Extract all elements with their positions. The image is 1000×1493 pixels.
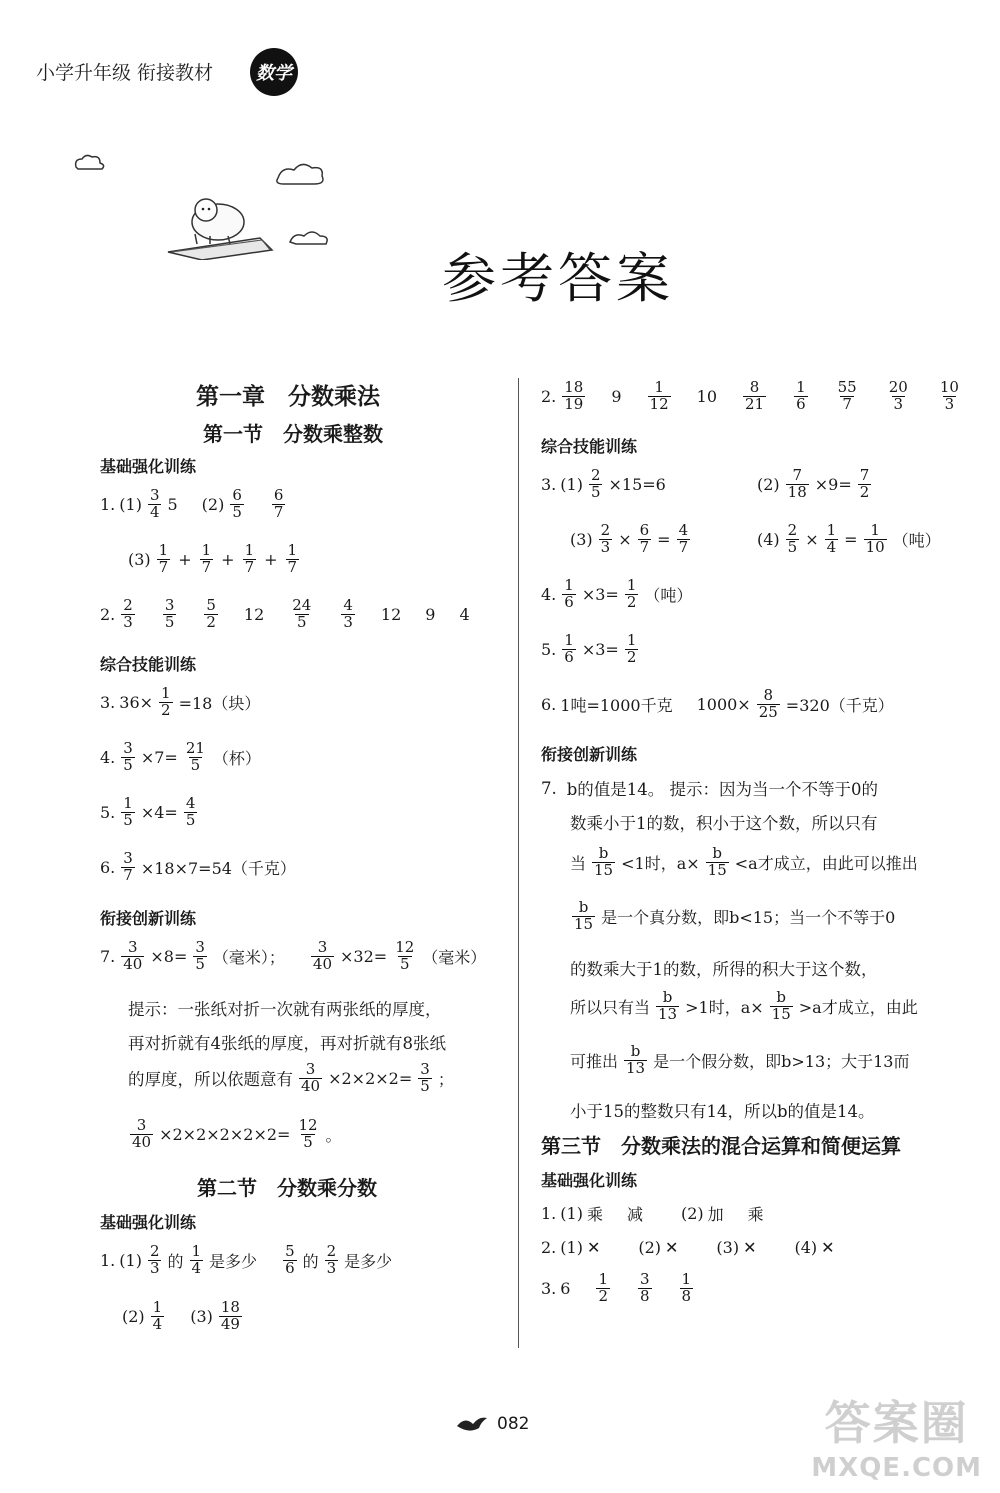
hint-text: 数乘小于1的数，积小于这个数，所以只有 [570, 814, 878, 833]
answer-line: 5. $\frac{1}{5}$ ×4= $\frac{4}{5}$ [100, 794, 196, 829]
hint-text: b 15 是一个真分数，即b<15；当一个不等于0 [574, 898, 896, 933]
item-number: 1. [100, 494, 116, 514]
subject-badge: 数学 [250, 48, 298, 96]
sheep-mascot-illustration [150, 150, 350, 260]
answer-line: 4. $\frac{3}{5}$ ×7= $\frac{21}{5}$ （杯） [100, 739, 261, 774]
hint-text: 小于15的整数只有14，所以b的值是14。 [570, 1102, 875, 1121]
answer-line: 1. (1) 3 4 5 (2) 6 5 6 7 [100, 486, 284, 521]
subsection-heading: 基础强化训练 [100, 1213, 197, 1232]
answer-line: 3. 6 1 2 3 8 1 8 [541, 1270, 692, 1305]
hint-text: 再对折就有4张纸的厚度，再对折就有8张纸 [128, 1034, 446, 1053]
item-number: 2. [100, 604, 116, 624]
hint-text: 当 b 15 <1时，a× $\frac{b}{15}$ <a才成立，由此可以推出 [570, 844, 918, 879]
answer-line: 2. (1) ✕ (2) ✕ (3) ✕ (4) ✕ [541, 1238, 835, 1257]
answer-line: 1. (1) 2 3 的 1 4 是多少 5 6 的 2 3 是多少 [100, 1242, 393, 1277]
answer-line: (2) $\frac{7}{18}$ ×9= $\frac{7}{2}$ [757, 466, 870, 501]
chapter-heading: 第一章 分数乘法 [196, 384, 380, 410]
answer-line: (4) $\frac{2}{5}$ × $\frac{1}{4}$ = $\frac{1}{10}$ （吨） [757, 521, 941, 556]
bird-icon [455, 1414, 489, 1434]
hint-text: 所以只有当 b 13 >1时，a× $\frac{b}{15}$ >a才成立，由此 [570, 988, 918, 1023]
section-heading: 第二节 分数乘分数 [197, 1176, 377, 1200]
hint-text: 的数乘大于1的数，所得的积大于这个数， [570, 960, 878, 979]
subsection-heading: 综合技能训练 [541, 437, 638, 456]
column-divider [518, 378, 519, 1348]
answer-line: (3) $\frac{2}{3}$ × $\frac{6}{7}$ = $\frac{4}{7}$ [570, 521, 689, 556]
book-title: 小学升年级 衔接教材 [36, 62, 214, 84]
hint-text: $\frac{3}{40}$ ×2×2×2×2×2= $\frac{12}{5}$ 。 [132, 1116, 342, 1151]
subsection-heading: 基础强化训练 [100, 457, 197, 476]
page-number: 082 [455, 1414, 529, 1434]
answer-line: 4. $\frac{1}{6}$ ×3= $\frac{1}{2}$ （吨） [541, 576, 693, 611]
answer-line: 6. $\frac{3}{7}$ ×18×7=54（千克） [100, 849, 296, 884]
hint-text: 的厚度，所以依题意有 $\frac{3}{40}$ ×2×2×2= $\frac{3}{5}$ ； [128, 1060, 454, 1095]
fraction: 6 5 [232, 486, 242, 521]
cloud-icon [72, 153, 108, 173]
answer-line: 3. 36× $\frac{1}{2}$ =18（块） [100, 684, 261, 719]
page-title: 参考答案 [442, 247, 674, 310]
hint-text: 可推出 b 13 是一个假分数，即b>13；大于13而 [570, 1042, 910, 1077]
answer-line: 6. 1吨=1000千克 1000× $\frac{8}{25}$ =320（千克） [541, 686, 894, 721]
fraction: 3 4 [149, 486, 160, 521]
fraction: 6 7 [273, 486, 284, 521]
answer-line: 2. 18 19 9 1 12 10 8 21 1 6 55 7 20 3 10 3 [541, 378, 959, 413]
answer-line: (3) 1 7 + $\frac{1}{7}$ + $\frac{1}{7}$ + $\frac{1}{7}$ [128, 541, 298, 576]
answer-line: 5. $\frac{1}{6}$ ×3= $\frac{1}{2}$ [541, 631, 637, 666]
answer-line: 7. $\frac{3}{40}$ ×8= $\frac{3}{5}$ （毫米）； $\frac{3}{40}$ ×32= $\frac{12}{5}$ （毫米） [100, 938, 487, 973]
fraction: $\frac{1}{7}$ [201, 541, 212, 576]
part-label: (3) [128, 549, 151, 569]
subsection-heading: 基础强化训练 [541, 1171, 638, 1190]
fraction: 1 7 [158, 541, 169, 576]
answer-line: 7. b的值是14。 提示：因为当一个不等于0的 [541, 778, 879, 799]
answer-line: (2) 1 4 (3) 18 49 [122, 1298, 240, 1333]
subsection-heading: 综合技能训练 [100, 655, 197, 674]
hint-text: 提示：一张纸对折一次就有两张纸的厚度， [128, 1000, 442, 1019]
part-label: (1) [119, 494, 142, 514]
section-heading: 第三节 分数乘法的混合运算和简便运算 [541, 1134, 901, 1158]
fraction: $\frac{1}{7}$ [244, 541, 255, 576]
watermark: 答案圈 MXQE.COM [811, 1396, 982, 1483]
fraction: $\frac{1}{7}$ [287, 541, 298, 576]
subsection-heading: 衔接创新训练 [100, 909, 197, 928]
part-label: (2) [201, 494, 225, 514]
section-heading: 第一节 分数乘整数 [203, 422, 383, 446]
subsection-heading: 衔接创新训练 [541, 745, 638, 764]
answer-line: 2. 2 3 3 5 5 2 12 24 5 4 3 12 9 4 [100, 596, 470, 631]
answer-line: 1. (1) 乘 减 (2) 加 乘 [541, 1204, 764, 1224]
answer-line: 3. (1) $\frac{2}{5}$ ×15=6 [541, 466, 666, 501]
